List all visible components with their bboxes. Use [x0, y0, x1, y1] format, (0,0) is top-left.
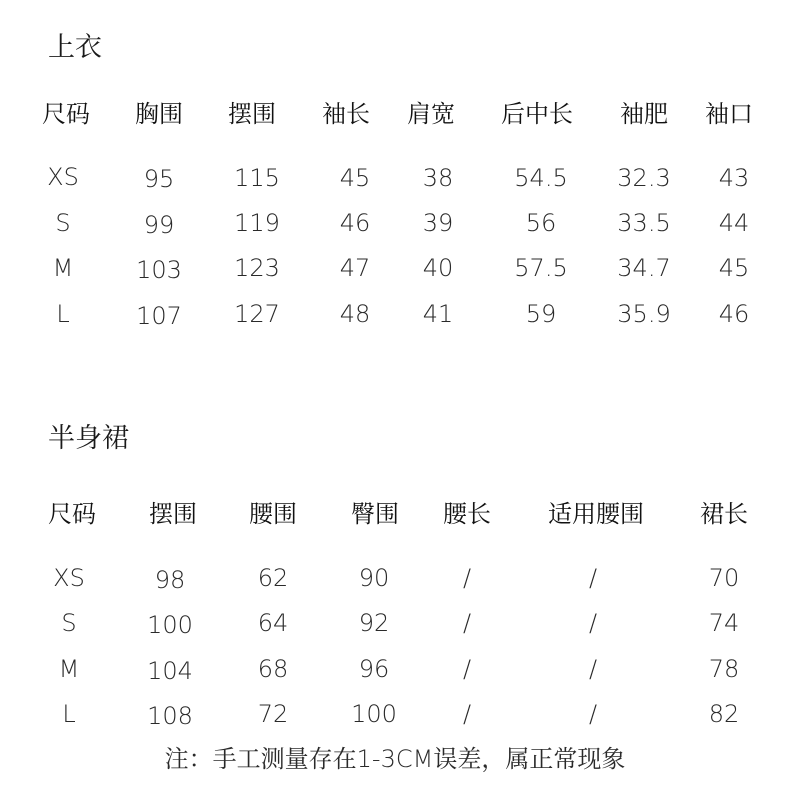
sleeve-length-cell: 47 — [339, 254, 371, 282]
size-cell: XS — [53, 564, 85, 592]
chest-cell: 107 — [136, 302, 182, 330]
hem-cell: 98 — [154, 566, 186, 594]
header-back-length: 后中长 — [501, 100, 573, 128]
header-skirt-length: 裙长 — [700, 500, 748, 528]
top-section-title: 上衣 — [48, 32, 102, 63]
header-sleeve-width: 袖肥 — [620, 100, 668, 128]
back-length-cell: 59 — [525, 300, 557, 328]
cuff-cell: 45 — [718, 254, 750, 282]
fit-waist-cell: / — [588, 564, 598, 592]
waist-length-cell: / — [462, 609, 472, 637]
sleeve-width-cell: 35.9 — [617, 300, 671, 328]
sleeve-length-cell: 48 — [339, 300, 371, 328]
waist-cell: 64 — [257, 609, 289, 637]
skirt-length-cell: 78 — [708, 655, 740, 683]
header-cuff: 袖口 — [705, 100, 753, 128]
size-cell: XS — [47, 163, 79, 191]
shoulder-cell: 41 — [422, 300, 454, 328]
fit-waist-cell: / — [588, 700, 598, 728]
size-cell: M — [52, 254, 74, 282]
header-hem: 摆围 — [149, 500, 197, 528]
chest-cell: 103 — [136, 256, 182, 284]
shoulder-cell: 40 — [422, 254, 454, 282]
hem-cell: 104 — [147, 657, 193, 685]
chest-cell: 95 — [143, 165, 175, 193]
hem-cell: 119 — [234, 209, 280, 237]
header-waist: 腰围 — [249, 500, 297, 528]
header-chest: 胸围 — [135, 100, 183, 128]
measurement-note: 注：手工测量存在1-3CM误差，属正常现象 — [164, 745, 626, 773]
cuff-cell: 44 — [718, 209, 750, 237]
size-cell: M — [58, 655, 80, 683]
header-sleeve-length: 袖长 — [322, 100, 370, 128]
header-hip: 臀围 — [351, 500, 399, 528]
cuff-cell: 46 — [718, 300, 750, 328]
sleeve-width-cell: 32.3 — [617, 164, 671, 192]
header-size: 尺码 — [42, 100, 90, 128]
waist-length-cell: / — [462, 655, 472, 683]
skirt-length-cell: 74 — [708, 609, 740, 637]
hem-cell: 108 — [147, 702, 193, 730]
skirt-length-cell: 70 — [708, 564, 740, 592]
fit-waist-cell: / — [588, 609, 598, 637]
hip-cell: 96 — [358, 655, 390, 683]
waist-cell: 68 — [257, 655, 289, 683]
sleeve-width-cell: 33.5 — [617, 209, 671, 237]
header-hem: 摆围 — [228, 100, 276, 128]
shoulder-cell: 38 — [422, 164, 454, 192]
hem-cell: 100 — [147, 611, 193, 639]
sleeve-length-cell: 45 — [339, 164, 371, 192]
chest-cell: 99 — [143, 211, 175, 239]
waist-length-cell: / — [462, 700, 472, 728]
waist-cell: 72 — [257, 700, 289, 728]
fit-waist-cell: / — [588, 655, 598, 683]
shoulder-cell: 39 — [422, 209, 454, 237]
back-length-cell: 57.5 — [514, 254, 568, 282]
hem-cell: 115 — [234, 164, 280, 192]
waist-length-cell: / — [462, 564, 472, 592]
size-cell: S — [61, 609, 77, 637]
hip-cell: 100 — [351, 700, 397, 728]
header-fit-waist: 适用腰围 — [548, 500, 644, 528]
size-cell: S — [55, 209, 71, 237]
size-cell: L — [56, 300, 70, 328]
sleeve-length-cell: 46 — [339, 209, 371, 237]
back-length-cell: 54.5 — [514, 164, 568, 192]
header-shoulder: 肩宽 — [407, 100, 455, 128]
hip-cell: 92 — [358, 609, 390, 637]
header-waist-length: 腰长 — [443, 500, 491, 528]
sleeve-width-cell: 34.7 — [617, 254, 671, 282]
hem-cell: 123 — [234, 254, 280, 282]
skirt-length-cell: 82 — [708, 700, 740, 728]
size-cell: L — [62, 700, 76, 728]
cuff-cell: 43 — [718, 164, 750, 192]
hip-cell: 90 — [358, 564, 390, 592]
back-length-cell: 56 — [525, 209, 557, 237]
hem-cell: 127 — [234, 300, 280, 328]
header-size: 尺码 — [48, 500, 96, 528]
skirt-section-title: 半身裙 — [48, 423, 129, 454]
waist-cell: 62 — [257, 564, 289, 592]
